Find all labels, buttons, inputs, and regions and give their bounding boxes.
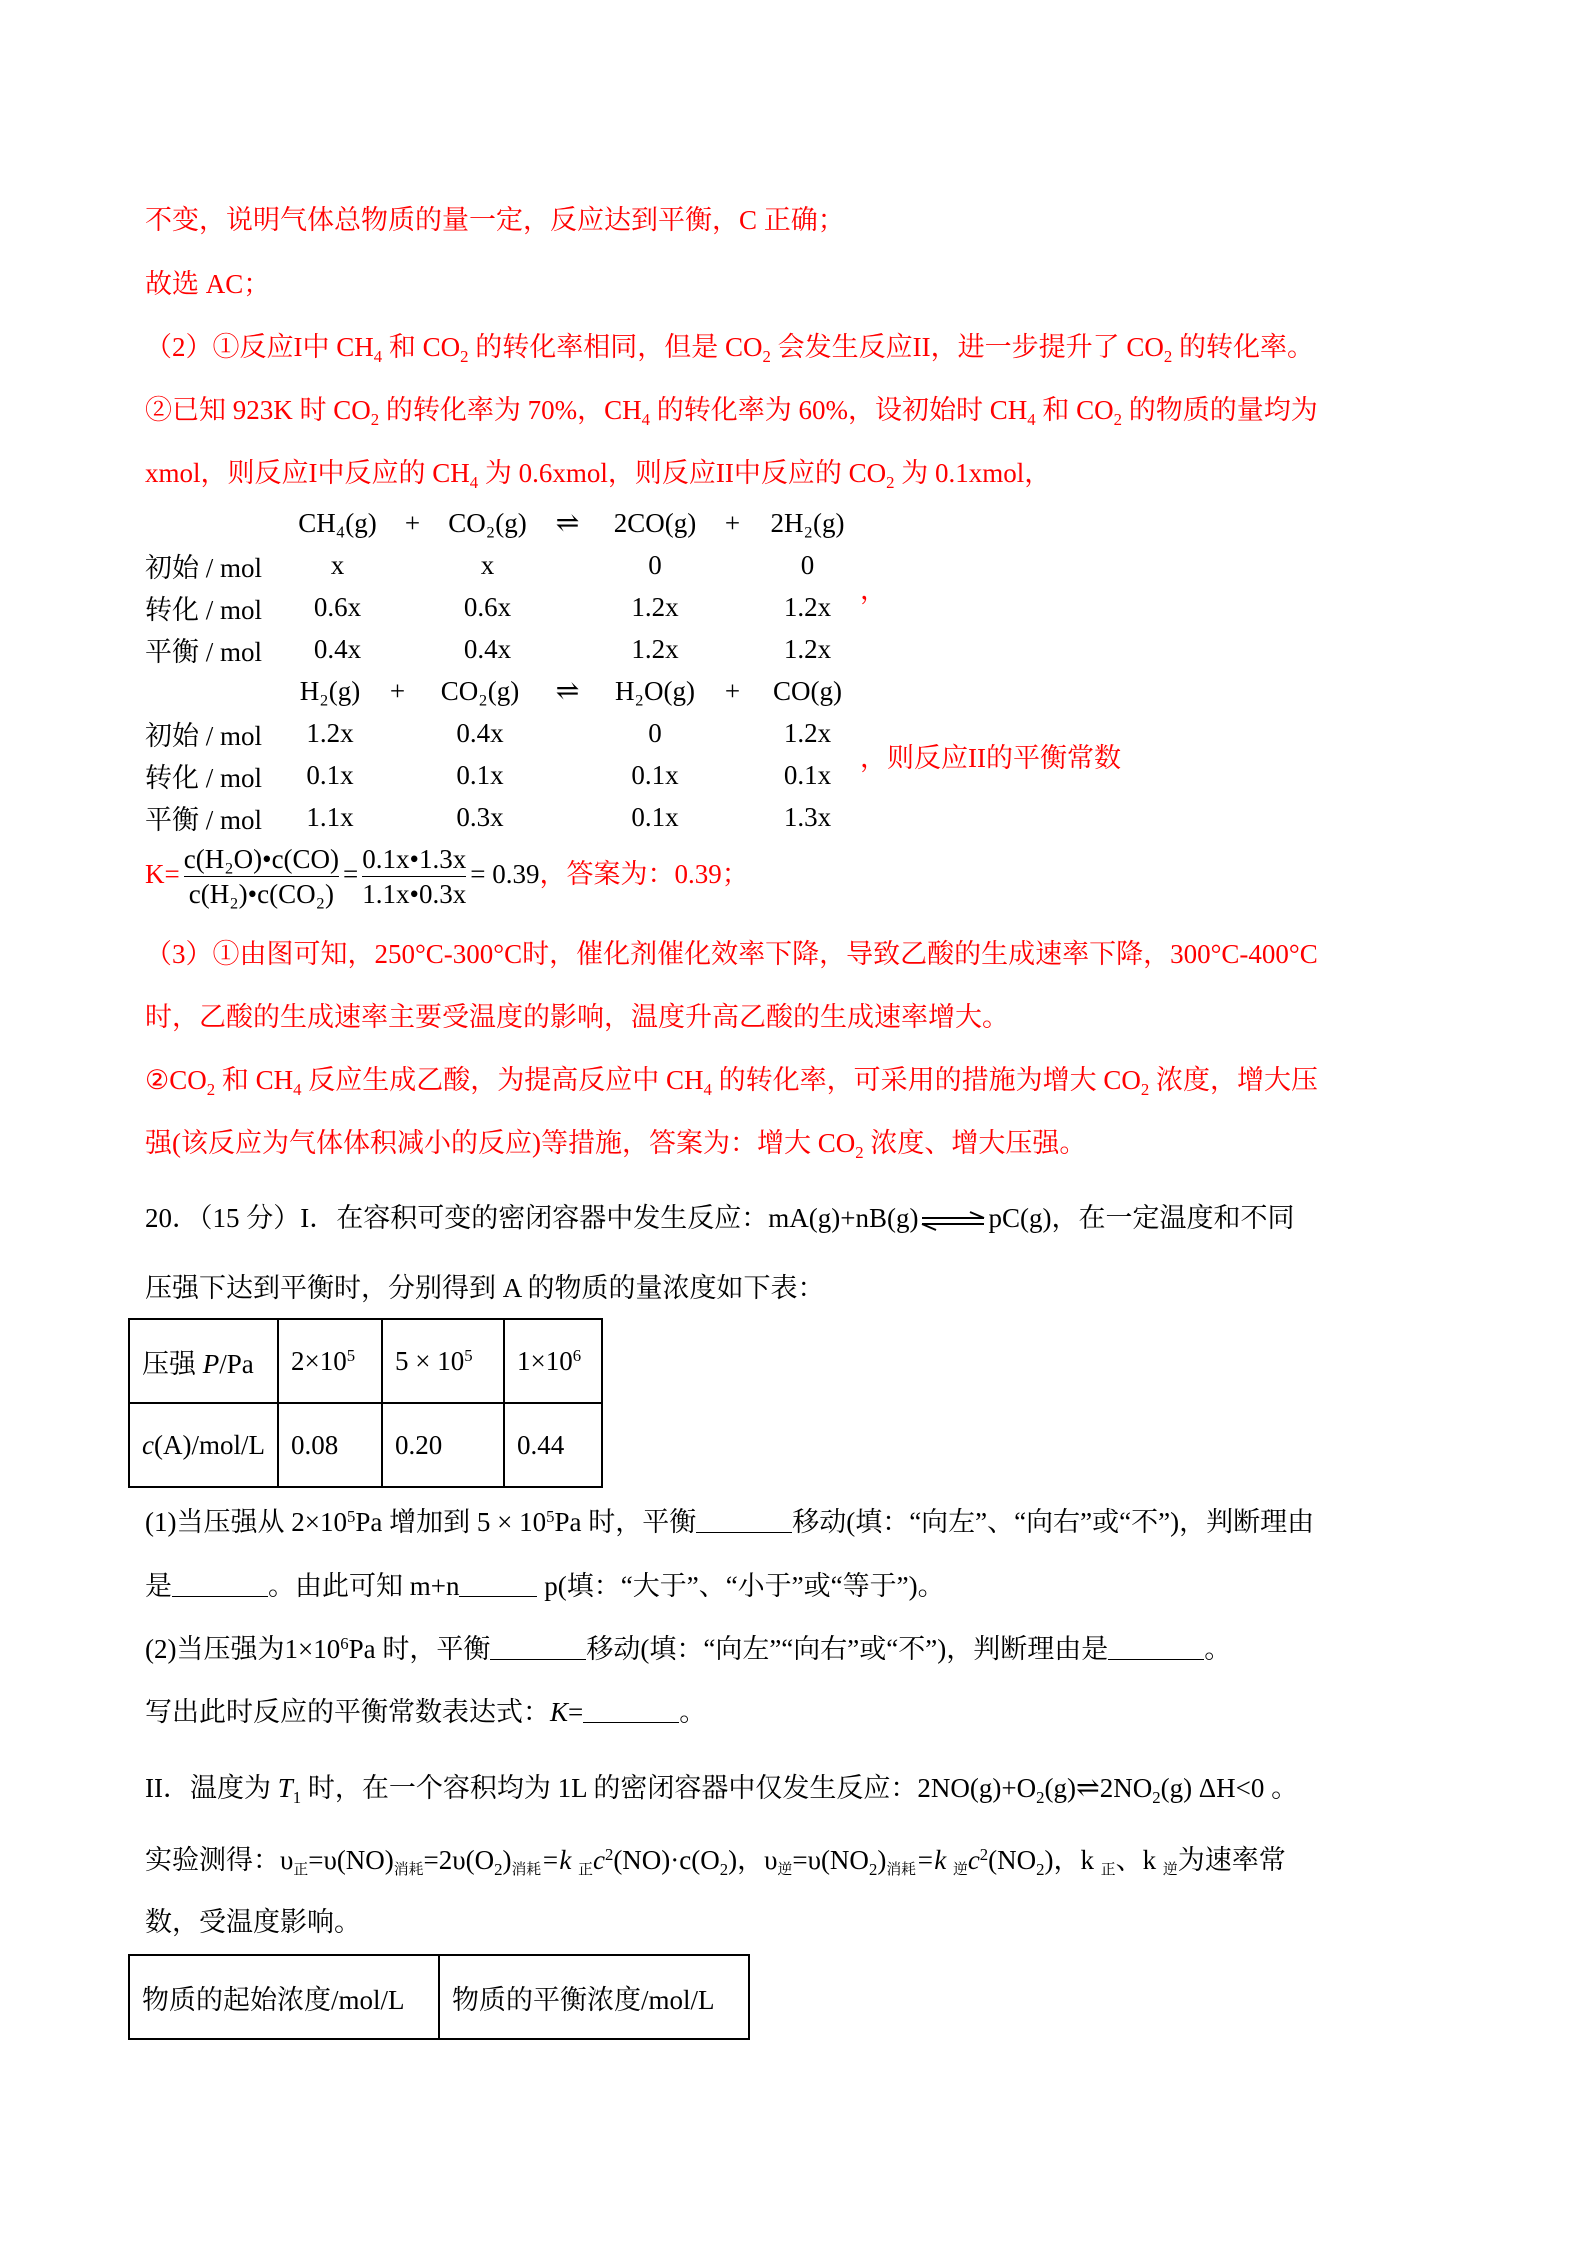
k-fraction-numeric: $\frac{0.1x•1.3x}{1.1x•0.3x}$ xyxy=(362,844,467,910)
table-row-pressure: 压强 P/Pa $2\times 10^5$ $5 \times 10^5$ $1\times 10^6$ xyxy=(129,1319,602,1403)
ice2-tail-text: ，则反应II的平衡常数 xyxy=(860,743,1121,773)
question-20-section-ii: II．温度为 $T_1$ 时，在一个容积均为 1L 的密闭容器中仅发生反应：$2NO(g)+O_2(g)\rightleftharpoons 2NO_2(g)$ ΔH<0 。 xyxy=(145,1773,1299,1807)
equilibrium-arrow-icon xyxy=(920,1211,986,1231)
ice2-row-change: 转化 / mol 0.1x 0.1x 0.1x 0.1x xyxy=(145,759,832,793)
blank-2[interactable] xyxy=(172,1569,268,1597)
answer-line-1: 不变，说明气体总物质的量一定，反应达到平衡，C 正确； xyxy=(145,205,845,235)
blank-4[interactable] xyxy=(490,1632,586,1660)
answer-line-7: 时，乙酸的生成速率主要受温度的影响，温度升高乙酸的生成速率增大。 xyxy=(145,1002,1009,1032)
ice1-header: CH₄(g) + CO₂(g) ⇌ 2CO(g) + 2H₂(g) xyxy=(298,507,845,539)
blank-1[interactable] xyxy=(696,1505,792,1533)
answer-line-8: $②CO_2$ 和 $CH_4$ 反应生成乙酸，为提高反应中 $CH_4$ 的转化率，可采用的措施为增大 $CO_2$ 浓度，增大压 xyxy=(145,1065,1319,1099)
answer-line-2: 故选 AC； xyxy=(145,269,271,299)
pressure-concentration-table xyxy=(128,1318,603,1488)
ice1-row-equilibrium: 平衡 / mol 0.4x 0.4x 1.2x 1.2x xyxy=(145,633,832,667)
table-row-header: 物质的起始浓度/mol/L 物质的平衡浓度/mol/L xyxy=(129,1955,749,2039)
ice1-row-initial: 初始 / mol x x 0 0 xyxy=(145,549,815,583)
blank-6[interactable] xyxy=(583,1695,679,1723)
question-20-part-2b: 写出此时反应的平衡常数表达式：K= 。 xyxy=(145,1697,707,1727)
table-row-concentration: c(A)/mol/L 0.08 0.20 0.44 xyxy=(129,1403,602,1487)
question-20-part-1b: 是 。由此可知 m+n p(填：“大于”、“小于”或“等于”)。 xyxy=(145,1571,945,1601)
rate-expression-line: 实验测得：υ正=υ(NO)消耗$=2\upsilon(O_2)$消耗=k 正$c^2(NO)\cdot c(O_2)$，υ逆$=\upsilon(NO_2)$消耗=k 逆$c^2(NO_2)$，k 正、k 逆为速率常 xyxy=(145,1844,1286,1879)
ice2-row-equilibrium: 平衡 / mol 1.1x 0.3x 0.1x 1.3x xyxy=(145,801,832,835)
ice1-comma: ， xyxy=(860,575,887,605)
answer-line-4: ②已知 923K 时 $CO_2$ 的转化率为 70%，$CH_4$ 的转化率为 60%，设初始时 $CH_4$ 和 $CO_2$ 的物质的量均为 xyxy=(145,395,1318,429)
question-20-part-1: (1)当压强从 $2\times 10^5Pa$ 增加到 $5 \times 10^5Pa$ 时，平衡 移动(填：“向左”、“向右”或“不”)，判断理由 xyxy=(145,1506,1315,1537)
question-20-part-2: (2)当压强为$1\times 10^6Pa$ 时，平衡 移动(填：“向左”“向右”或“不”)，判断理由是 。 xyxy=(145,1633,1232,1664)
equilibrium-arrow-icon: ⇌ xyxy=(1075,1773,1100,1804)
question-20-stem-2: 压强下达到平衡时，分别得到 A 的物质的量浓度如下表： xyxy=(145,1273,825,1303)
rate-expression-line-2: 数，受温度影响。 xyxy=(145,1907,361,1937)
question-20-stem: 20．（15 分）I．在容积可变的密闭容器中发生反应：mA(g)+nB(g) pC(g)，在一定温度和不同 xyxy=(145,1203,1295,1233)
ice1-row-change: 转化 / mol 0.6x 0.6x 1.2x 1.2x xyxy=(145,591,832,625)
blank-5[interactable] xyxy=(1108,1632,1204,1660)
blank-3[interactable] xyxy=(459,1569,537,1597)
ice2-header: H₂(g) + CO₂(g) ⇌ H₂O(g) + CO(g) xyxy=(299,675,842,707)
answer-line-9: 强(该反应为气体体积减小的反应)等措施，答案为：增大 $CO_2$ 浓度、增大压强。 xyxy=(145,1128,1087,1162)
ice-table-reaction-2 xyxy=(145,670,860,838)
answer-line-3: （2）①反应I中 $CH_4$ 和 $CO_2$ 的转化率相同，但是 $CO_2$ 会发生反应II，进一步提升了 $CO_2$ 的转化率。 xyxy=(145,332,1315,366)
k-fraction-symbolic: $\frac{\text{c(H₂O)•c(CO)}}{\text{c(H₂)•c(CO₂)}}$ xyxy=(183,844,340,910)
ice-table-reaction-1 xyxy=(145,502,860,670)
answer-line-6: （3）①由图可知，250°C-300°C时，催化剂催化效率下降，导致乙酸的生成速率下降，300°C-400°C xyxy=(145,939,1318,969)
equilibrium-constant-expression: K= $\frac{\text{c(H₂O)•c(CO)}}{\text{c(H₂)•c(CO₂)}}$ = $\frac{0.1x•1.3x}{1.1x•0.3x}$ = 0.39，答案为：0.39； xyxy=(145,844,749,910)
concentration-table xyxy=(128,1954,750,2040)
ice2-row-initial: 初始 / mol 1.2x 0.4x 0 1.2x xyxy=(145,717,832,751)
answer-line-5: xmol，则反应I中反应的 $CH_4$ 为 0.6xmol，则反应II中反应的 $CO_2$ 为 0.1xmol， xyxy=(145,458,1052,492)
